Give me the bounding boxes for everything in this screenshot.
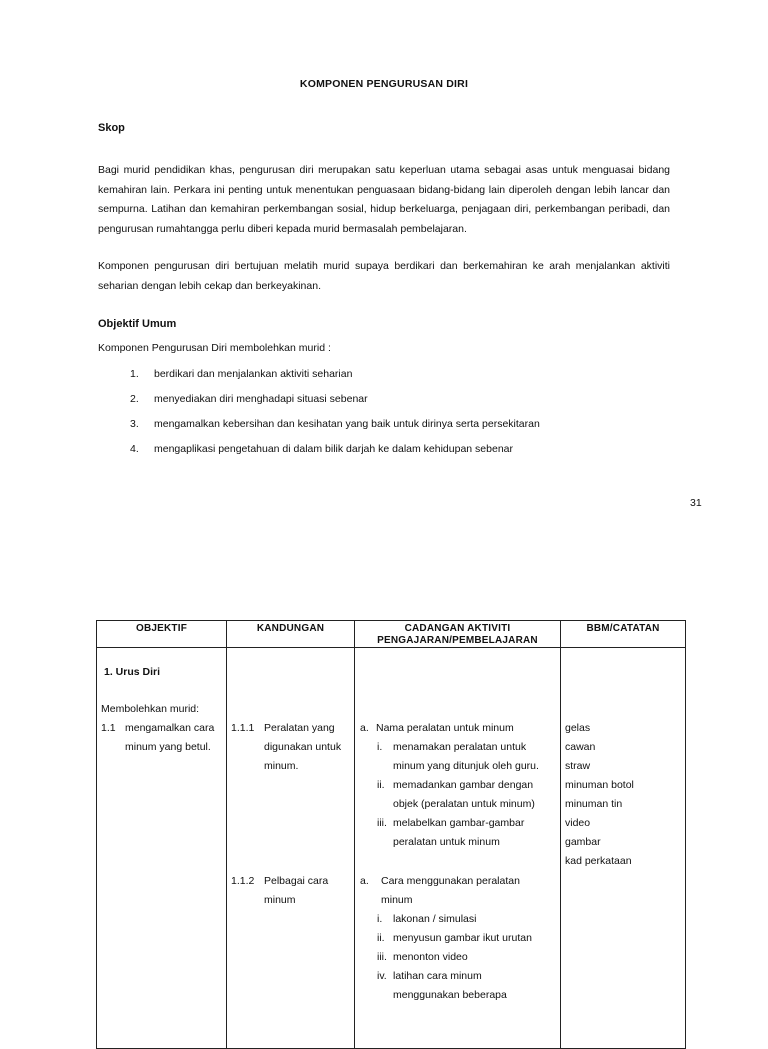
kandungan-1-number: 1.1.1 [231, 722, 255, 734]
activity-a1-label: a. [360, 722, 369, 734]
activity-a1-i-line-2: minum yang ditunjuk oleh guru. [393, 760, 539, 772]
cell-cadangan [355, 648, 561, 1049]
list-item: 3. mengamalkan kebersihan dan kesihatan yang baik untuk dirinya serta persekitaran [130, 418, 540, 430]
cell-objektif [97, 648, 227, 1049]
activity-a1-ii-label: ii. [377, 779, 385, 791]
bbm-item: gambar [565, 836, 601, 848]
activity-a1-i-label: i. [377, 741, 383, 753]
bbm-item: cawan [565, 741, 596, 753]
activity-a2-line-2: minum [381, 894, 413, 906]
table-header-row [97, 621, 686, 648]
skop-paragraph-2: Komponen pengurusan diri bertujuan melatih murid supaya berdikari dan berkemahiran ke arah menjalankan aktiviti seharian dengan lebih cekap dan berkeyakinan. [98, 260, 670, 292]
kandungan-1-line-2: digunakan untuk [264, 741, 342, 753]
membolehkan-label: Membolehkan murid: [101, 703, 200, 715]
document-title: KOMPONEN PENGURUSAN DIRI [299, 78, 469, 90]
activity-a1-text: Nama peralatan untuk minum [376, 722, 514, 734]
activity-a2-line-1: Cara menggunakan peralatan [381, 875, 520, 887]
activity-a2-iv-label: iv. [377, 970, 387, 982]
list-item: 2. menyediakan diri menghadapi situasi sebenar [130, 393, 368, 405]
kandungan-2-line-2: minum [264, 894, 296, 906]
activity-a1-iii-line-1: melabelkan gambar-gambar [393, 817, 525, 829]
skop-paragraph-1: Bagi murid pendidikan khas, pengurusan diri merupakan satu keperluan utama sebagai asas untuk menguasai bidang kemahiran lain. Perkara ini penting untuk menentukan penguasaan bidang-bidang lain diperoleh dengan lebih lancar dan sempurna. Latihan dan kemahiran perkembangan sosial, hidup berkeluarga, penjagaan diri, perkembangan peribadi, dan pengurusan rumahtangga perlu diberi kepada murid bermasalah pembelajaran. [98, 164, 670, 235]
activity-a1-iii-line-2: peralatan untuk minum [393, 836, 500, 848]
objective-line-2: minum yang betul. [125, 741, 211, 753]
page-number: 31 [690, 497, 702, 509]
activity-a1-i-line-1: menamakan peralatan untuk [393, 741, 527, 753]
bbm-item: minuman botol [565, 779, 634, 791]
objective-line-1: mengamalkan cara [125, 722, 215, 734]
curriculum-table [96, 620, 686, 1049]
objektif-umum-intro: Komponen Pengurusan Diri membolehkan murid : [98, 342, 331, 354]
activity-a1-iii-label: iii. [377, 817, 387, 829]
activity-a1-ii-line-2: objek (peralatan untuk minum) [393, 798, 535, 810]
cell-kandungan [227, 648, 355, 1049]
activity-a2-i-text: lakonan / simulasi [393, 913, 477, 925]
activity-a2-ii-label: ii. [377, 932, 385, 944]
bbm-item: kad perkataan [565, 855, 632, 867]
activity-a1-ii-line-1: memadankan gambar dengan [393, 779, 534, 791]
header-kandungan: KANDUNGAN [227, 621, 355, 648]
bbm-item: video [565, 817, 591, 829]
header-bbm: BBM/CATATAN [561, 621, 686, 648]
list-item: 4. mengaplikasi pengetahuan di dalam bilik darjah ke dalam kehidupan sebenar [130, 443, 513, 455]
kandungan-1-line-3: minum. [264, 760, 299, 772]
header-objektif: OBJEKTIF [97, 621, 227, 648]
kandungan-2-number: 1.1.2 [231, 875, 255, 887]
objektif-umum-heading: Objektif Umum [98, 318, 177, 330]
activity-a2-i-label: i. [377, 913, 383, 925]
kandungan-2-line-1: Pelbagai cara [264, 875, 329, 887]
objective-number: 1.1 [101, 722, 116, 734]
table-row [97, 648, 686, 1049]
cell-bbm [561, 648, 686, 1049]
section-title: 1. Urus Diri [104, 666, 161, 678]
bbm-item: straw [565, 760, 591, 772]
activity-a2-iv-line-1: latihan cara minum [393, 970, 482, 982]
bbm-item: gelas [565, 722, 591, 734]
activity-a2-iii-text: menonton video [393, 951, 468, 963]
activity-a2-label: a. [360, 875, 369, 887]
bbm-item: minuman tin [565, 798, 623, 810]
activity-a2-ii-text: menyusun gambar ikut urutan [393, 932, 532, 944]
list-item: 1. berdikari dan menjalankan aktiviti seharian [130, 368, 353, 380]
activity-a2-iv-line-2: menggunakan beberapa [393, 989, 507, 1001]
kandungan-1-line-1: Peralatan yang [264, 722, 335, 734]
activity-a2-iii-label: iii. [377, 951, 387, 963]
objektif-list [98, 366, 678, 466]
header-cadangan: CADANGAN AKTIVITI PENGAJARAN/PEMBELAJARAN [355, 621, 561, 648]
skop-heading: Skop [98, 122, 125, 134]
